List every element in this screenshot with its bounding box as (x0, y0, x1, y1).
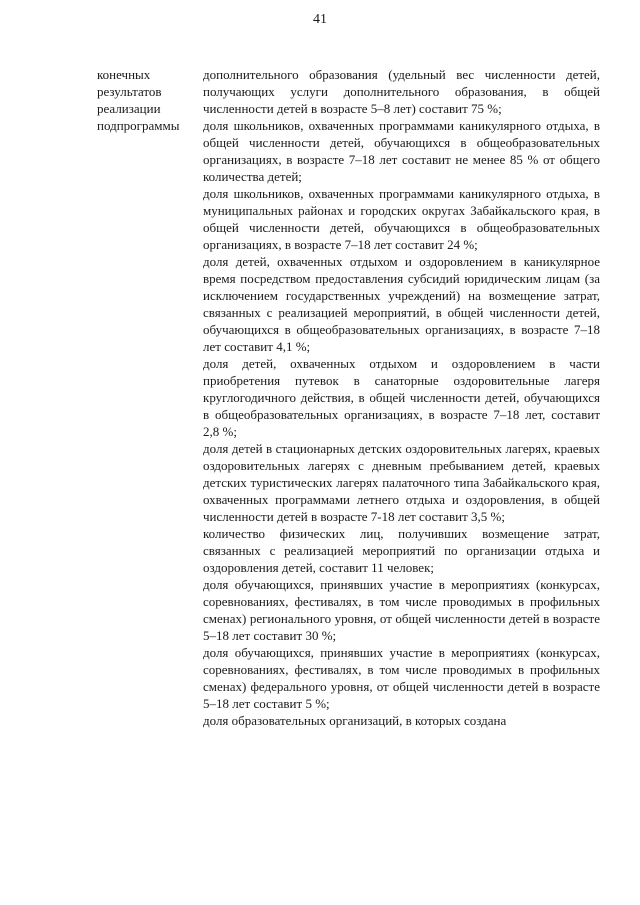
indicator-paragraph: доля обучающихся, принявших участие в мероприятиях (конкурсах, соревнованиях, фестивалях, в том числе проводимых в профильных сменах) федерального уровня, от общей численности детей в возрасте 5–18 лет составит 5 %; (203, 645, 600, 711)
indicator-paragraph: доля школьников, охваченных программами каникулярного отдыха, в общей численности детей, обучающихся в общеобразовательных организациях, в возрасте 7–18 лет составит не менее 85 % от общего количества детей; (203, 118, 600, 184)
indicator-paragraph: доля школьников, охваченных программами каникулярного отдыха, в муниципальных районах и городских округах Забайкальского края, в общей численности детей, обучающихся в общеобразовательных организациях, в возрасте 7–18 лет составит 24 %; (203, 186, 600, 252)
indicator-paragraph: количество физических лиц, получивших возмещение затрат, связанных с реализацией мероприятий по организации отдыха и оздоровления детей, составит 11 человек; (203, 526, 600, 575)
row-label-line: реализации (97, 101, 161, 116)
indicator-paragraph: доля детей, охваченных отдыхом и оздоровлением в части приобретения путевок в санаторные оздоровительные лагеря круглогодичного действия, в общей численности детей, обучающихся в общеобразовательных организациях, в возрасте 7–18 лет, составит 2,8 %; (203, 356, 600, 439)
indicator-paragraph: доля образовательных организаций, в которых создана (203, 713, 507, 728)
indicator-paragraph: доля детей в стационарных детских оздоровительных лагерях, краевых оздоровительных лагерях с дневным пребыванием детей, краевых детских туристических лагерях палаточного типа Забайкальского края, охваченных программами летнего отдыха и оздоровления, в общей численности детей в возрасте 7-18 лет составит 3,5 %; (203, 441, 600, 524)
row-label-line: подпрограммы (97, 118, 180, 133)
indicator-paragraph: доля обучающихся, принявших участие в мероприятиях (конкурсах, соревнованиях, фестивалях, в том числе проводимых в профильных сменах) регионального уровня, от общей численности детей в возрасте 5–18 лет составит 30 %; (203, 577, 600, 643)
row-label-line: конечных (97, 67, 151, 82)
row-label-line: результатов (97, 84, 162, 99)
indicators-text (203, 66, 600, 729)
row-label (97, 66, 197, 134)
page-number: 41 (313, 12, 327, 27)
indicator-paragraph: доля детей, охваченных отдыхом и оздоровлением в каникулярное время посредством предоставления субсидий юридическим лицам (за исключением государственных учреждений) на возмещение затрат, связанных с реализацией мероприятий, в общей численности детей, обучающихся в общеобразовательных организациях, в возрасте 7–18 лет составит 4,1 %; (203, 254, 600, 354)
indicator-paragraph: дополнительного образования (удельный вес численности детей, получающих услуги дополнительного образования, в общей численности детей в возрасте 5–8 лет) составит 75 %; (203, 67, 600, 116)
